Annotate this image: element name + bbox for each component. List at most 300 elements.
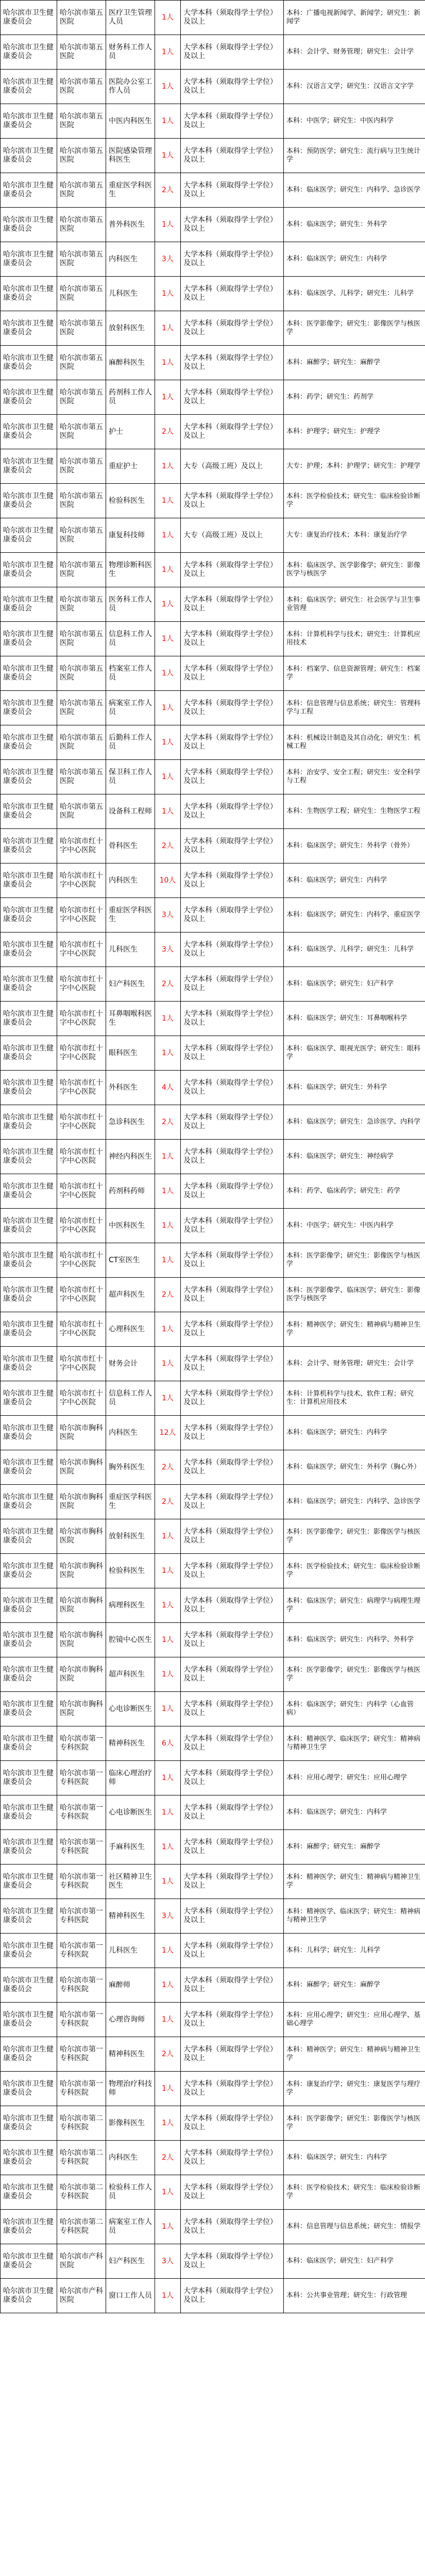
headcount-cell: 1人 xyxy=(155,35,181,70)
headcount-cell: 1人 xyxy=(155,1519,181,1554)
headcount-cell: 2人 xyxy=(155,967,181,1002)
post-cell: 药剂科工作人员 xyxy=(106,380,155,415)
table-row xyxy=(1,380,425,415)
major-requirement-cell: 本科：临床医学；研究生：外科学（胸心外） xyxy=(284,1450,425,1485)
education-cell: 大专（高级工班）及以上 xyxy=(181,518,284,553)
unit-cell: 哈尔滨市胸科医院 xyxy=(57,1450,106,1485)
headcount-cell: 10人 xyxy=(155,863,181,898)
headcount-cell: 1人 xyxy=(155,587,181,622)
education-cell: 大学本科（须取得学士学位）及以上 xyxy=(181,1934,284,1968)
headcount-cell: 3人 xyxy=(155,933,181,967)
major-requirement-cell: 本科：临床医学；研究生：外科学（骨外） xyxy=(284,829,425,863)
major-requirement-cell: 本科：应用心理学；研究生：应用心理学、基础心理学 xyxy=(284,2003,425,2037)
post-cell: 医院办公室工作人员 xyxy=(106,70,155,104)
education-cell: 大学本科（须取得学士学位）及以上 xyxy=(181,1209,284,1243)
headcount-cell: 1人 xyxy=(155,70,181,104)
unit-cell: 哈尔滨市第五医院 xyxy=(57,242,106,277)
dept-cell: 哈尔滨市卫生健康委员会 xyxy=(1,725,57,760)
post-cell: 物理治疗科技师 xyxy=(106,2072,155,2106)
education-cell: 大学本科（须取得学士学位）及以上 xyxy=(181,898,284,933)
education-cell: 大学本科（须取得学士学位）及以上 xyxy=(181,2175,284,2210)
post-cell: 重症护士 xyxy=(106,449,155,484)
headcount-cell: 3人 xyxy=(155,2244,181,2279)
education-cell: 大学本科（须取得学士学位）及以上 xyxy=(181,415,284,449)
table-row xyxy=(1,484,425,518)
unit-cell: 哈尔滨市第一专科医院 xyxy=(57,1726,106,1761)
post-cell: 病案室工作人员 xyxy=(106,691,155,725)
post-cell: 精神科医生 xyxy=(106,1726,155,1761)
unit-cell: 哈尔滨市第五医院 xyxy=(57,449,106,484)
education-cell: 大学本科（须取得学士学位）及以上 xyxy=(181,1865,284,1899)
table-row xyxy=(1,1,425,35)
dept-cell: 哈尔滨市卫生健康委员会 xyxy=(1,1934,57,1968)
table-row xyxy=(1,1416,425,1450)
major-requirement-cell: 本科：临床医学；研究生：急诊医学、内科学 xyxy=(284,1105,425,1140)
major-requirement-cell: 本科：精神医学、临床医学；研究生：精神病与精神卫生学 xyxy=(284,1899,425,1934)
post-cell: 物理诊断科医生 xyxy=(106,553,155,587)
education-cell: 大学本科（须取得学士学位）及以上 xyxy=(181,863,284,898)
unit-cell: 哈尔滨市红十字中心医院 xyxy=(57,933,106,967)
table-row xyxy=(1,587,425,622)
headcount-cell: 1人 xyxy=(155,1347,181,1381)
major-requirement-cell: 本科：临床医学、儿科学；研究生：儿科学 xyxy=(284,933,425,967)
unit-cell: 哈尔滨市第五医院 xyxy=(57,1,106,35)
major-requirement-cell: 本科：计算机科学与技术、软件工程；研究生：计算机应用技术 xyxy=(284,1381,425,1416)
unit-cell: 哈尔滨市红十字中心医院 xyxy=(57,1278,106,1312)
table-row xyxy=(1,725,425,760)
dept-cell: 哈尔滨市卫生健康委员会 xyxy=(1,1312,57,1347)
education-cell: 大学本科（须取得学士学位）及以上 xyxy=(181,1968,284,2003)
post-cell: 胸外科医生 xyxy=(106,1450,155,1485)
major-requirement-cell: 本科：医学影像学、临床医学；研究生：影像医学与核医学 xyxy=(284,1278,425,1312)
headcount-cell: 1人 xyxy=(155,277,181,311)
dept-cell: 哈尔滨市卫生健康委员会 xyxy=(1,2279,57,2313)
dept-cell: 哈尔滨市卫生健康委员会 xyxy=(1,1554,57,1588)
education-cell: 大学本科（须取得学士学位）及以上 xyxy=(181,1105,284,1140)
headcount-cell: 3人 xyxy=(155,242,181,277)
post-cell: 普外科医生 xyxy=(106,208,155,242)
dept-cell: 哈尔滨市卫生健康委员会 xyxy=(1,346,57,380)
education-cell: 大学本科（须取得学士学位）及以上 xyxy=(181,1278,284,1312)
major-requirement-cell: 本科：生物医学工程；研究生：生物医学工程 xyxy=(284,794,425,829)
unit-cell: 哈尔滨市第二专科医院 xyxy=(57,2106,106,2141)
education-cell: 大学本科（须取得学士学位）及以上 xyxy=(181,1071,284,1105)
major-requirement-cell: 本科：中医学；研究生：中医内科学 xyxy=(284,104,425,139)
dept-cell: 哈尔滨市卫生健康委员会 xyxy=(1,311,57,346)
table-row xyxy=(1,1002,425,1036)
dept-cell: 哈尔滨市卫生健康委员会 xyxy=(1,1588,57,1623)
post-cell: 超声科医生 xyxy=(106,1278,155,1312)
unit-cell: 哈尔滨市第五医院 xyxy=(57,139,106,173)
post-cell: 心电诊断医生 xyxy=(106,1692,155,1726)
post-cell: 检验科医生 xyxy=(106,484,155,518)
major-requirement-cell: 本科：临床医学；研究生：内科学 xyxy=(284,242,425,277)
headcount-cell: 1人 xyxy=(155,2072,181,2106)
education-cell: 大学本科（须取得学士学位）及以上 xyxy=(181,1243,284,1278)
post-cell: 心理科医生 xyxy=(106,1312,155,1347)
headcount-cell: 1人 xyxy=(155,622,181,656)
dept-cell: 哈尔滨市卫生健康委员会 xyxy=(1,139,57,173)
education-cell: 大学本科（须取得学士学位）及以上 xyxy=(181,208,284,242)
headcount-cell: 1人 xyxy=(155,1934,181,1968)
headcount-cell: 1人 xyxy=(155,1140,181,1174)
major-requirement-cell: 本科：临床医学；研究生：内科学 xyxy=(284,1416,425,1450)
unit-cell: 哈尔滨市第五医院 xyxy=(57,415,106,449)
post-cell: 外科医生 xyxy=(106,1071,155,1105)
post-cell: 腔镜中心医生 xyxy=(106,1623,155,1657)
headcount-cell: 4人 xyxy=(155,1071,181,1105)
table-row xyxy=(1,1899,425,1934)
headcount-cell: 1人 xyxy=(155,1174,181,1209)
unit-cell: 哈尔滨市第五医院 xyxy=(57,70,106,104)
dept-cell: 哈尔滨市卫生健康委员会 xyxy=(1,863,57,898)
table-row xyxy=(1,1485,425,1519)
unit-cell: 哈尔滨市第五医院 xyxy=(57,656,106,691)
unit-cell: 哈尔滨市红十字中心医院 xyxy=(57,1381,106,1416)
major-requirement-cell: 本科：信息管理与信息系统；研究生：管理科学与工程 xyxy=(284,691,425,725)
major-requirement-cell: 本科：临床医学；研究生：内科学 xyxy=(284,2141,425,2175)
dept-cell: 哈尔滨市卫生健康委员会 xyxy=(1,104,57,139)
table-row xyxy=(1,277,425,311)
headcount-cell: 1人 xyxy=(155,2175,181,2210)
post-cell: 保卫科工作人员 xyxy=(106,760,155,794)
table-row xyxy=(1,1071,425,1105)
education-cell: 大学本科（须取得学士学位）及以上 xyxy=(181,933,284,967)
headcount-cell: 1人 xyxy=(155,794,181,829)
unit-cell: 哈尔滨市胸科医院 xyxy=(57,1657,106,1692)
headcount-cell: 2人 xyxy=(155,1485,181,1519)
headcount-cell: 2人 xyxy=(155,415,181,449)
unit-cell: 哈尔滨市红十字中心医院 xyxy=(57,829,106,863)
table-row xyxy=(1,139,425,173)
unit-cell: 哈尔滨市第一专科医院 xyxy=(57,1934,106,1968)
headcount-cell: 1人 xyxy=(155,346,181,380)
post-cell: 神经内科医生 xyxy=(106,1140,155,1174)
post-cell: 儿科医生 xyxy=(106,1934,155,1968)
table-row xyxy=(1,1209,425,1243)
education-cell: 大学本科（须取得学士学位）及以上 xyxy=(181,2141,284,2175)
education-cell: 大学本科（须取得学士学位）及以上 xyxy=(181,35,284,70)
unit-cell: 哈尔滨市第五医院 xyxy=(57,346,106,380)
post-cell: 档案室工作人员 xyxy=(106,656,155,691)
unit-cell: 哈尔滨市第五医院 xyxy=(57,553,106,587)
table-row xyxy=(1,35,425,70)
education-cell: 大学本科（须取得学士学位）及以上 xyxy=(181,691,284,725)
dept-cell: 哈尔滨市卫生健康委员会 xyxy=(1,2072,57,2106)
dept-cell: 哈尔滨市卫生健康委员会 xyxy=(1,277,57,311)
post-cell: 骨科医生 xyxy=(106,829,155,863)
unit-cell: 哈尔滨市红十字中心医院 xyxy=(57,1002,106,1036)
headcount-cell: 1人 xyxy=(155,1761,181,1795)
headcount-cell: 1人 xyxy=(155,1036,181,1071)
headcount-cell: 2人 xyxy=(155,2141,181,2175)
education-cell: 大学本科（须取得学士学位）及以上 xyxy=(181,622,284,656)
education-cell: 大学本科（须取得学士学位）及以上 xyxy=(181,2106,284,2141)
dept-cell: 哈尔滨市卫生健康委员会 xyxy=(1,622,57,656)
headcount-cell: 1人 xyxy=(155,1243,181,1278)
education-cell: 大学本科（须取得学士学位）及以上 xyxy=(181,2072,284,2106)
education-cell: 大学本科（须取得学士学位）及以上 xyxy=(181,1726,284,1761)
major-requirement-cell: 本科：计算机科学与技术；研究生：计算机应用技术 xyxy=(284,622,425,656)
headcount-cell: 1人 xyxy=(155,1588,181,1623)
headcount-cell: 2人 xyxy=(155,1278,181,1312)
dept-cell: 哈尔滨市卫生健康委员会 xyxy=(1,1865,57,1899)
headcount-cell: 1人 xyxy=(155,449,181,484)
unit-cell: 哈尔滨市第五医院 xyxy=(57,587,106,622)
unit-cell: 哈尔滨市第五医院 xyxy=(57,277,106,311)
post-cell: 信息科工作人员 xyxy=(106,622,155,656)
education-cell: 大学本科（须取得学士学位）及以上 xyxy=(181,2003,284,2037)
headcount-cell: 1人 xyxy=(155,1381,181,1416)
unit-cell: 哈尔滨市第二专科医院 xyxy=(57,2141,106,2175)
headcount-cell: 1人 xyxy=(155,656,181,691)
unit-cell: 哈尔滨市第五医院 xyxy=(57,380,106,415)
dept-cell: 哈尔滨市卫生健康委员会 xyxy=(1,1174,57,1209)
post-cell: 重症医学科医生 xyxy=(106,173,155,208)
dept-cell: 哈尔滨市卫生健康委员会 xyxy=(1,691,57,725)
unit-cell: 哈尔滨市第一专科医院 xyxy=(57,1761,106,1795)
post-cell: 临床心理治疗师 xyxy=(106,1761,155,1795)
dept-cell: 哈尔滨市卫生健康委员会 xyxy=(1,70,57,104)
post-cell: 病案室工作人员 xyxy=(106,2210,155,2244)
table-row xyxy=(1,794,425,829)
table-row xyxy=(1,553,425,587)
post-cell: 医疗卫生管理人员 xyxy=(106,1,155,35)
table-row xyxy=(1,1623,425,1657)
unit-cell: 哈尔滨市第一专科医院 xyxy=(57,1865,106,1899)
post-cell: 心理咨询师 xyxy=(106,2003,155,2037)
table-row xyxy=(1,1657,425,1692)
dept-cell: 哈尔滨市卫生健康委员会 xyxy=(1,1002,57,1036)
headcount-cell: 1人 xyxy=(155,1795,181,1830)
dept-cell: 哈尔滨市卫生健康委员会 xyxy=(1,1519,57,1554)
table-row xyxy=(1,1968,425,2003)
table-row xyxy=(1,2072,425,2106)
unit-cell: 哈尔滨市第一专科医院 xyxy=(57,1899,106,1934)
unit-cell: 哈尔滨市胸科医院 xyxy=(57,1416,106,1450)
post-cell: 妇产科医生 xyxy=(106,967,155,1002)
education-cell: 大学本科（须取得学士学位）及以上 xyxy=(181,1761,284,1795)
dept-cell: 哈尔滨市卫生健康委员会 xyxy=(1,2141,57,2175)
education-cell: 大学本科（须取得学士学位）及以上 xyxy=(181,380,284,415)
major-requirement-cell: 本科：医学检验技术；研究生：临床检验诊断学 xyxy=(284,1554,425,1588)
education-cell: 大学本科（须取得学士学位）及以上 xyxy=(181,1381,284,1416)
major-requirement-cell: 本科：临床医学；研究生：外科学 xyxy=(284,208,425,242)
unit-cell: 哈尔滨市第五医院 xyxy=(57,760,106,794)
headcount-cell: 1人 xyxy=(155,104,181,139)
major-requirement-cell: 本科：精神医学、临床医学；研究生：精神病与精神卫生学 xyxy=(284,1726,425,1761)
dept-cell: 哈尔滨市卫生健康委员会 xyxy=(1,1968,57,2003)
education-cell: 大学本科（须取得学士学位）及以上 xyxy=(181,70,284,104)
major-requirement-cell: 本科：医学影像学；研究生：影像医学与核医学 xyxy=(284,311,425,346)
major-requirement-cell: 本科：医学检验技术；研究生：临床检验诊断学 xyxy=(284,2175,425,2210)
table-row xyxy=(1,2244,425,2279)
major-requirement-cell: 本科：医学影像学；研究生：影像医学与核医学 xyxy=(284,1657,425,1692)
table-row xyxy=(1,933,425,967)
education-cell: 大学本科（须取得学士学位）及以上 xyxy=(181,967,284,1002)
unit-cell: 哈尔滨市红十字中心医院 xyxy=(57,1347,106,1381)
major-requirement-cell: 本科：临床医学、儿科学；研究生：儿科学 xyxy=(284,277,425,311)
dept-cell: 哈尔滨市卫生健康委员会 xyxy=(1,1899,57,1934)
headcount-cell: 2人 xyxy=(155,1450,181,1485)
education-cell: 大学本科（须取得学士学位）及以上 xyxy=(181,794,284,829)
headcount-cell: 1人 xyxy=(155,2279,181,2313)
major-requirement-cell: 本科：临床医学；研究生：内科学 xyxy=(284,863,425,898)
dept-cell: 哈尔滨市卫生健康委员会 xyxy=(1,2244,57,2279)
headcount-cell: 1人 xyxy=(155,691,181,725)
post-cell: 中医内科医生 xyxy=(106,104,155,139)
post-cell: 精神科医生 xyxy=(106,1899,155,1934)
post-cell: 耳鼻咽喉科医生 xyxy=(106,1002,155,1036)
education-cell: 大学本科（须取得学士学位）及以上 xyxy=(181,553,284,587)
unit-cell: 哈尔滨市第二专科医院 xyxy=(57,2175,106,2210)
unit-cell: 哈尔滨市第五医院 xyxy=(57,691,106,725)
table-row xyxy=(1,1312,425,1347)
headcount-cell: 12人 xyxy=(155,1416,181,1450)
unit-cell: 哈尔滨市红十字中心医院 xyxy=(57,1036,106,1071)
table-row xyxy=(1,691,425,725)
major-requirement-cell: 本科：医学影像学；研究生：影像医学与核医学 xyxy=(284,1519,425,1554)
unit-cell: 哈尔滨市第一专科医院 xyxy=(57,2003,106,2037)
dept-cell: 哈尔滨市卫生健康委员会 xyxy=(1,35,57,70)
education-cell: 大学本科（须取得学士学位）及以上 xyxy=(181,2037,284,2072)
headcount-cell: 1人 xyxy=(155,1312,181,1347)
dept-cell: 哈尔滨市卫生健康委员会 xyxy=(1,1140,57,1174)
education-cell: 大学本科（须取得学士学位）及以上 xyxy=(181,277,284,311)
dept-cell: 哈尔滨市卫生健康委员会 xyxy=(1,1623,57,1657)
major-requirement-cell: 本科：广播电视新闻学、新闻学；研究生：新闻学 xyxy=(284,1,425,35)
education-cell: 大学本科（须取得学士学位）及以上 xyxy=(181,760,284,794)
post-cell: 麻醉科医生 xyxy=(106,346,155,380)
headcount-cell: 1人 xyxy=(155,2106,181,2141)
headcount-cell: 2人 xyxy=(155,1105,181,1140)
table-row xyxy=(1,2175,425,2210)
table-row xyxy=(1,415,425,449)
post-cell: 检验科工作人员 xyxy=(106,2175,155,2210)
table-row xyxy=(1,1243,425,1278)
unit-cell: 哈尔滨市第五医院 xyxy=(57,518,106,553)
dept-cell: 哈尔滨市卫生健康委员会 xyxy=(1,1485,57,1519)
table-row xyxy=(1,656,425,691)
education-cell: 大学本科（须取得学士学位）及以上 xyxy=(181,1795,284,1830)
table-row xyxy=(1,1105,425,1140)
unit-cell: 哈尔滨市胸科医院 xyxy=(57,1588,106,1623)
major-requirement-cell: 本科：临床医学；研究生：病理学与病理生理学 xyxy=(284,1588,425,1623)
post-cell: 儿科医生 xyxy=(106,277,155,311)
table-row xyxy=(1,1450,425,1485)
dept-cell: 哈尔滨市卫生健康委员会 xyxy=(1,1105,57,1140)
unit-cell: 哈尔滨市胸科医院 xyxy=(57,1623,106,1657)
dept-cell: 哈尔滨市卫生健康委员会 xyxy=(1,794,57,829)
education-cell: 大学本科（须取得学士学位）及以上 xyxy=(181,1347,284,1381)
education-cell: 大学本科（须取得学士学位）及以上 xyxy=(181,725,284,760)
education-cell: 大学本科（须取得学士学位）及以上 xyxy=(181,1554,284,1588)
major-requirement-cell: 本科：麻醉学；研究生：麻醉学 xyxy=(284,1830,425,1865)
education-cell: 大学本科（须取得学士学位）及以上 xyxy=(181,173,284,208)
table-row xyxy=(1,346,425,380)
table-row xyxy=(1,967,425,1002)
education-cell: 大学本科（须取得学士学位）及以上 xyxy=(181,1485,284,1519)
major-requirement-cell: 本科：治安学、安全工程；研究生：安全科学与工程 xyxy=(284,760,425,794)
unit-cell: 哈尔滨市红十字中心医院 xyxy=(57,1312,106,1347)
unit-cell: 哈尔滨市胸科医院 xyxy=(57,1692,106,1726)
dept-cell: 哈尔滨市卫生健康委员会 xyxy=(1,1381,57,1416)
headcount-cell: 1人 xyxy=(155,553,181,587)
table-row xyxy=(1,2003,425,2037)
major-requirement-cell: 本科：预防医学；研究生：流行病与卫生统计学 xyxy=(284,139,425,173)
post-cell: 医院感染管理科医生 xyxy=(106,139,155,173)
post-cell: 精神科医生 xyxy=(106,2037,155,2072)
dept-cell: 哈尔滨市卫生健康委员会 xyxy=(1,656,57,691)
table-row xyxy=(1,1726,425,1761)
headcount-cell: 1人 xyxy=(155,208,181,242)
dept-cell: 哈尔滨市卫生健康委员会 xyxy=(1,2003,57,2037)
major-requirement-cell: 本科：临床医学；研究生：社会医学与卫生事业管理 xyxy=(284,587,425,622)
major-requirement-cell: 本科：临床医学；研究生：内科学 xyxy=(284,1795,425,1830)
major-requirement-cell: 本科：中医学；研究生：中医内科学 xyxy=(284,1209,425,1243)
major-requirement-cell: 本科：临床医学；研究生：内科学、外科学 xyxy=(284,1623,425,1657)
headcount-cell: 1人 xyxy=(155,139,181,173)
major-requirement-cell: 本科：机械设计制造及其自动化；研究生：机械工程 xyxy=(284,725,425,760)
major-requirement-cell: 本科：临床医学、医学影像学；研究生：影像医学与核医学 xyxy=(284,553,425,587)
major-requirement-cell: 本科：临床医学；研究生：神经病学 xyxy=(284,1140,425,1174)
headcount-cell: 1人 xyxy=(155,1657,181,1692)
education-cell: 大学本科（须取得学士学位）及以上 xyxy=(181,1312,284,1347)
unit-cell: 哈尔滨市第一专科医院 xyxy=(57,1830,106,1865)
table-row xyxy=(1,2106,425,2141)
post-cell: 信息科工作人员 xyxy=(106,1381,155,1416)
education-cell: 大学本科（须取得学士学位）及以上 xyxy=(181,1174,284,1209)
headcount-cell: 1人 xyxy=(155,518,181,553)
dept-cell: 哈尔滨市卫生健康委员会 xyxy=(1,760,57,794)
table-row xyxy=(1,760,425,794)
dept-cell: 哈尔滨市卫生健康委员会 xyxy=(1,898,57,933)
unit-cell: 哈尔滨市红十字中心医院 xyxy=(57,1243,106,1278)
table-row xyxy=(1,1347,425,1381)
table-row xyxy=(1,208,425,242)
table-row xyxy=(1,449,425,484)
headcount-cell: 2人 xyxy=(155,173,181,208)
table-row xyxy=(1,104,425,139)
unit-cell: 哈尔滨市产科医院 xyxy=(57,2244,106,2279)
dept-cell: 哈尔滨市卫生健康委员会 xyxy=(1,2175,57,2210)
major-requirement-cell: 本科：汉语言文学；研究生：汉语言文字学 xyxy=(284,70,425,104)
dept-cell: 哈尔滨市卫生健康委员会 xyxy=(1,1416,57,1450)
post-cell: 麻醉师 xyxy=(106,1968,155,2003)
table-row xyxy=(1,311,425,346)
dept-cell: 哈尔滨市卫生健康委员会 xyxy=(1,1209,57,1243)
unit-cell: 哈尔滨市胸科医院 xyxy=(57,1485,106,1519)
education-cell: 大学本科（须取得学士学位）及以上 xyxy=(181,1588,284,1623)
major-requirement-cell: 本科：精神医学；研究生：精神病与精神卫生学 xyxy=(284,2037,425,2072)
dept-cell: 哈尔滨市卫生健康委员会 xyxy=(1,587,57,622)
post-cell: 窗口工作人员 xyxy=(106,2279,155,2313)
dept-cell: 哈尔滨市卫生健康委员会 xyxy=(1,1071,57,1105)
headcount-cell: 1人 xyxy=(155,1968,181,2003)
major-requirement-cell: 本科：信息管理与信息系统；研究生：情报学 xyxy=(284,2210,425,2244)
major-requirement-cell: 本科：精神医学；研究生：精神病与精神卫生学 xyxy=(284,1312,425,1347)
education-cell: 大学本科（须取得学士学位）及以上 xyxy=(181,484,284,518)
education-cell: 大学本科（须取得学士学位）及以上 xyxy=(181,829,284,863)
unit-cell: 哈尔滨市产科医院 xyxy=(57,2279,106,2313)
post-cell: 护士 xyxy=(106,415,155,449)
headcount-cell: 1人 xyxy=(155,760,181,794)
major-requirement-cell: 本科：档案学、信息资源管理；研究生：档案学 xyxy=(284,656,425,691)
table-row xyxy=(1,2279,425,2313)
major-requirement-cell: 本科：临床医学；研究生：内科学（心血管病） xyxy=(284,1692,425,1726)
headcount-cell: 6人 xyxy=(155,1726,181,1761)
table-row xyxy=(1,622,425,656)
